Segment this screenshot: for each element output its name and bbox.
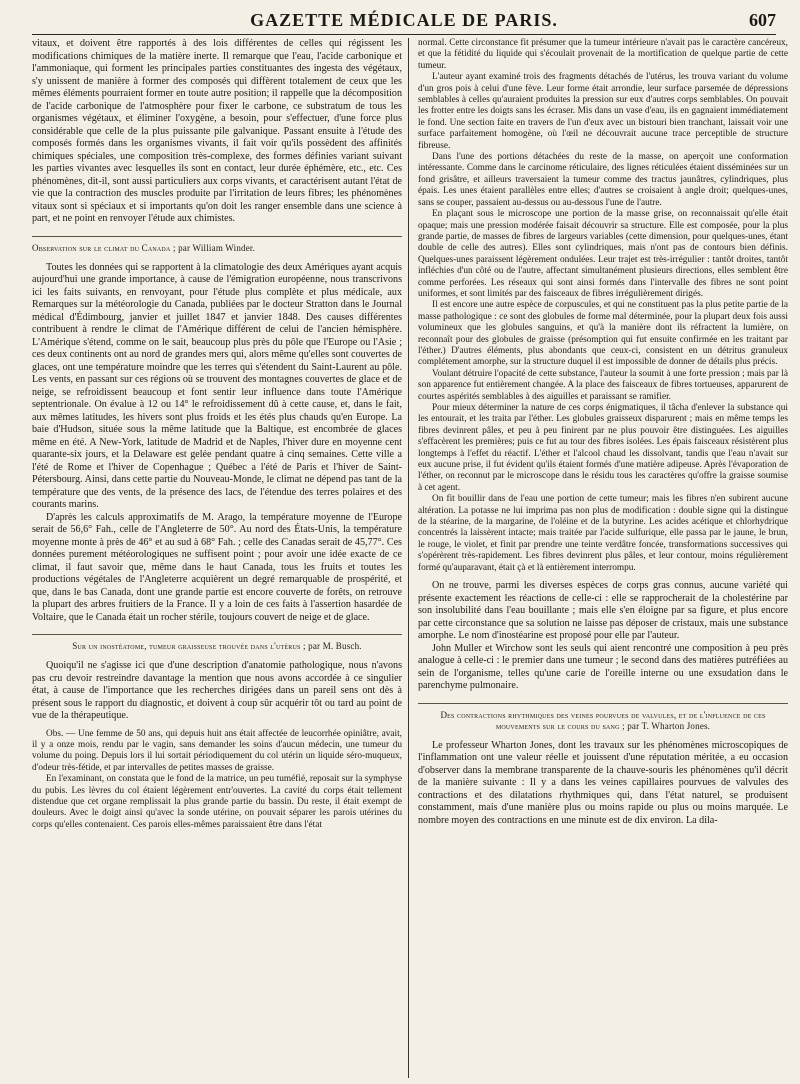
paragraph: Il est encore une autre espèce de corpuscules, et qui ne constituent pas la plus petite partie de la masse pathologique : ce sont des globules de forme mal déterminée, pour la plupart deux fois aussi volumineux que les globules sanguins, et qu'à la manière dont ils réfractent la lumière, on reconnaît pour des globules de graisse (présomption qui fut ensuite confirmée en les traitant par l'éther.) D'autres éléments, plus abondants que ceux-ci, consistent en un détritus granuleux complétement amorphe, sur la structure duquel il est impossible de donner de détails plus précis. [418,300,788,368]
left-column [32,38,402,1078]
paragraph: Obs. — Une femme de 50 ans, qui depuis huit ans était affectée de leucorrhée opiniâtre, avait, il y a onze mois, rendu par le vagin, sans demander les soins d'aucun médecin, une tumeur du volume du poing. Depuis lors il lui sortait périodiquement du col utérin un liquide séro-muqueux, d'odeur très-fétide, et par intervalles de petites masses de graisse. [32,728,402,773]
right-column [418,38,788,1078]
paragraph: Quoiqu'il ne s'agisse ici que d'une description d'anatomie pathologique, nous n'avons pas cru devoir restreindre davantage la mention que nous avons accordée à ce singulier état, à cause de l'importance que les recherches dirigées dans un pareil sens ont dès à présent sous le rapport du diagnostic, et doivent à coup sûr acquérir tôt ou tard au point de vue de la thérapeutique. [32,660,402,721]
section-title: Des contractions rhythmiques des veines pourvues de valvules, et de l'influence de ces mouvements sur le cours du sang ; [440,709,766,731]
paragraph: On fit bouillir dans de l'eau une portion de cette tumeur; mais les fibres n'en subirent aucune altération. La potasse ne lui imprima pas non plus de modification : double signe qui la distingue de la stéarine, de la margarine, de l'oléine et de la butyrine. Les acides acétique et chlorhydrique concentrés la laissèrent intacte; mais traitée par l'acide sulfurique, elle passa par le jaune, le brun, le rouge, le violet, et finit par prendre une teinte verdâtre foncée, transformations successives qui s'opérèrent très-rapidement. Les fibres devinrent plus pâles, et leur contour, moins régulièrement formé qu'auparavant, était çà et là entièrement interrompu. [418,494,788,573]
section-author: par M. Busch. [308,641,362,651]
paragraph: D'après les calculs approximatifs de M. Arago, la température moyenne de l'Europe serait de 56,6° Fah., celle de l'Angleterre de 50°. Au nord des États-Unis, la température moyenne monte à près de 46° et au sud à 68° Fah. ; celle des Canadas serait de 45,77°. Ces données purement météorologiques ne suffisent point ; pour avoir une idée exacte de ce climat, il faut savoir que, même dans le haut Canada, tous les fruits et toutes les productions végétales de l'Angleterre acquièrent un degré remarquable de prospérité, et que, dans le bas Canada, dont une grande partie est encore couverte de forêts, on retrouve la plupart des arbres fruitiers de la France. Il y a loin de ces faits à l'assertion hasardée de Voltaire, que le Canada était un rocher stérile, toujours couvert de neige et de glace. [32,511,402,623]
paragraph: normal. Cette circonstance fit présumer que la tumeur intérieure n'avait pas le caractère cancéreux, et que la fétidité du liquide qui s'écoulait provenait de la mortification de quelque partie de cette tumeur. [418,38,788,71]
paragraph: Voulant détruire l'opacité de cette substance, l'auteur la soumit à une forte pression ; mais par là son apparence fut entièrement changée. A la place des faisceaux de fibres tortueuses, apparurent de courtes aspérités semblables à des aiguilles et paraissant se ramifier. [418,368,788,402]
paragraph: Toutes les données qui se rapportent à la climatologie des deux Amériques ayant acquis aujourd'hui une grande importance, à cause de l'émigration européenne, nous transcrivons ici les faits suivants, en renvoyant, pour l'étude plus complète et plus médicale, aux Remarques sur la météorologie du Canada, publiées par le docteur Stratton dans le Journal médical d'Édimbourg, janvier et juillet 1847 et janvier 1848. Des causes différentes contribuent à rendre le climat de l'Amérique différent de celui de l'ancien hémisphère. L'Amérique s'étend, comme on le sait, beaucoup plus près du pôle que l'Europe ou l'Asie ; ces deux continents ont au nord de grandes mers qui, alors même qu'elles sont couvertes de glaces, ont une température moindre que les terres qui s'étendent du Saint-Laurent au pôle. Les vents, en passant sur ces régions où se trouvent des montagnes couvertes de glace et de neige, se refroidissent beaucoup et font sentir leur influence dans toute l'Amérique septentrionale. On évalue à 12 ou 14° le refroidissement dû à cette cause, et, dans le fait, aux mêmes latitudes, les hivers sont plus froids et les étés plus chauds qu'en Europe. La baie d'Hudson, située sous la même latitude que la Baltique, est encombrée de glaces même en été. A New-York, latitude de Madrid et de Naples, l'hiver dure en moyenne cent quarante-six jours, et la Delaware est gelée pendant quatre à cinq semaines. Cette ville a l'été de Rome et l'hiver de Copenhague ; Québec a l'été de Paris et l'hiver de Saint-Pétersbourg. Ainsi, dans cette partie du Nouveau-Monde, le climat ne dépend pas tant de la température que des vents, de la présence des lacs, de l'étendue des terres polaires et des courants marins. [32,261,402,510]
section-title: Sur un inostéatome, tumeur graisseuse trouvée dans l'utérus ; [72,641,306,651]
paragraph: Le professeur Wharton Jones, dont les travaux sur les phénomènes microscopiques de l'inflammation ont une valeur réelle et jouissent d'une réputation méritée, a eu occasion d'observer dans la membrane transparente de la chauve-souris les phénomènes qu'il décrit de la manière suivante : Il y a dans les veines capillaires pourvues de valvules des contractions et des dilatations rhythmiques qui, dans l'état naturel, se produisent constamment, mais d'une manière plus ou moins rapide ou plus ou moins marquée. Le nombre moyen des contractions en une minute est de dix environ. La dila- [418,739,788,826]
paragraph: Dans l'une des portions détachées du reste de la masse, on aperçoit une conformation intéressante. Comme dans le carcinome réticulaire, des lignes réticulées étaient disséminées sur un fond grisâtre, et ailleurs traversaient la tumeur comme des tractus jaunâtres, cylindriques, plus épais. Les unes étaient parallèles entre elles; d'autres se croisaient à angle droit; quelques-unes, sans se couper, passaient au-dessus ou au-dessous l'une de l'autre. [418,152,788,208]
paragraph: Pour mieux déterminer la nature de ces corps énigmatiques, il tâcha d'enlever la substance qui les entourait, et les traita par l'éther. Les globules graisseux disparurent ; mais en même temps les fibres devinrent pâles, et peu à peu finirent par ne plus pouvoir être distinguées. Les aiguilles s'effacèrent les premières; puis ce fut au tour des fibres isolées. Les épais faisceaux résistèrent plus longtemps à l'effet du réactif. L'éther et l'alcool chaud les dissolvant, tandis que l'eau n'avait sur eux aucune prise, il fut évident qu'ils étaient formés d'une matière adipeuse. Après l'évaporation de l'éther, on reconnut par le microscope dans le résidu tous les caractères qu'offre la graisse soumise à cet agent. [418,403,788,493]
paragraph: L'auteur ayant examiné trois des fragments détachés de l'utérus, les trouva variant du volume d'un gros pois à celui d'une fève. Leur forme était arrondie, leur surface parsemée de dépressions semblables à celles qu'auraient produites la pression sur eux d'autres corps semblables. On pouvait les frotter entre les doigts sans les écraser. Mis dans un vase d'eau, ils en gagnaient immédiatement le fond. Une section faite en travers de l'un d'eux avec un bistouri bien tranchant, laissait voir une surface parfaitement homogène, où l'œil ne découvrait aucune trace perceptible de structure fibreuse. [418,72,788,151]
section-author: par William Winder. [178,242,256,253]
paragraph: vitaux, et doivent être rapportés à des lois différentes de celles qui régissent les modifications chimiques de la matière inerte. Il remarque que l'eau, l'acide carbonique et l'ammoniaque, qui forment les principales parties constituantes des ingesta des végétaux, s'y unissent de manière à former des composés qui diffèrent totalement de ceux que les mêmes éléments pourraient former en toute autre position; il rappelle que la décomposition de l'acide carbonique de l'atmosphère pour fixer le carbone, ce substratum de tous les organismes végétaux, et éliminer l'oxygène, a besoin, pour s'effectuer, d'une force plus considérable que celle de la plus puissante pile galvanique. Passant ensuite à l'étude des composés formés dans les organismes vivants, il fait voir qu'ils possèdent des affinités chimiques spéciales, une composition très-complexe, des formes définies variant suivant les parties vivantes avec lesquelles ils sont en contact, leur durée éphémère, etc., etc. Ces phénomènes, dit-il, sont aussi particuliers aux corps vivants, et caractérisent autant l'état de vie que la contraction des muscles produite par l'irritation de leurs fibres; les phénomènes vitaux sont si spéciaux et si importants qu'on doit les ranger ensemble dans une science à part, et ne point en renvoyer l'étude aux chimistes. [32,38,402,224]
section-heading [32,236,402,254]
page-header [32,8,776,35]
section-author: par T. Wharton Jones. [627,720,711,731]
paragraph: En l'examinant, on constata que le fond de la matrice, un peu tuméfié, reposait sur la symphyse du pubis. Les lèvres du col étaient légèrement entr'ouvertes. La cavité du corps était tellement distendue que cet organe remplissait la plus grande partie du bassin. Du reste, il était exempt de douleurs. Avec le doigt ainsi qu'avec la sonde utérine, on pouvait séparer les parois utérines du corps qu'elles contenaient. Ces parois elles-mêmes paraissaient être dans l'état [32,774,402,830]
paragraph: On ne trouve, parmi les diverses espèces de corps gras connus, aucune variété qui présente exactement les réactions de celle-ci : elle se rapprocherait de la cholestérine par son insolubilité dans l'eau bouillante ; mais elle s'en éloigne par sa figure, et plus encore par cette circonstance que sa solution ne laisse pas déposer de cristaux, mais une substance amorphe. Le nom d'inostéarine est proposé pour elle par l'auteur. [418,580,788,642]
paragraph: En plaçant sous le microscope une portion de la masse grise, on reconnaissait qu'elle était opaque; mais une pression modérée faisait découvrir sa structure. Elle est composée, pour la plus grande partie, de masses de fibres de largeurs variables (cette dimension, pour quelques-unes, étant double de celle des autres). Elles sont cylindriques, mais n'ont pas de contours bien définis. Quelques-unes paraissent légèrement ondulées. Leur trajet est très-irrégulier : tantôt droites, tantôt infléchies d'un côté ou de l'autre, affectant simultanément plusieurs directions, elles semblent être comme perforées. Les réseaux qui sont ainsi formés dans l'intervalle des fibres ne sont point uniformes, et sont limités par des faisceaux de fibres irrégulièrement dirigés. [418,209,788,299]
section-heading [32,634,402,652]
page-number: 607 [749,10,776,30]
section-title: Observation sur le climat du Canada ; [32,242,176,253]
journal-title: GAZETTE MÉDICALE DE PARIS. [250,10,558,30]
column-divider [408,38,409,1078]
paragraph: John Muller et Wirchow sont les seuls qui aient rencontré une composition à peu près analogue à celle-ci : le premier dans une tumeur ; le second dans des matières putréfiées au sein de l'organisme, telles qu'une carie de l'oreille interne ou une exsudation dans le parenchyme pulmonaire. [418,642,788,692]
section-heading [418,703,788,732]
